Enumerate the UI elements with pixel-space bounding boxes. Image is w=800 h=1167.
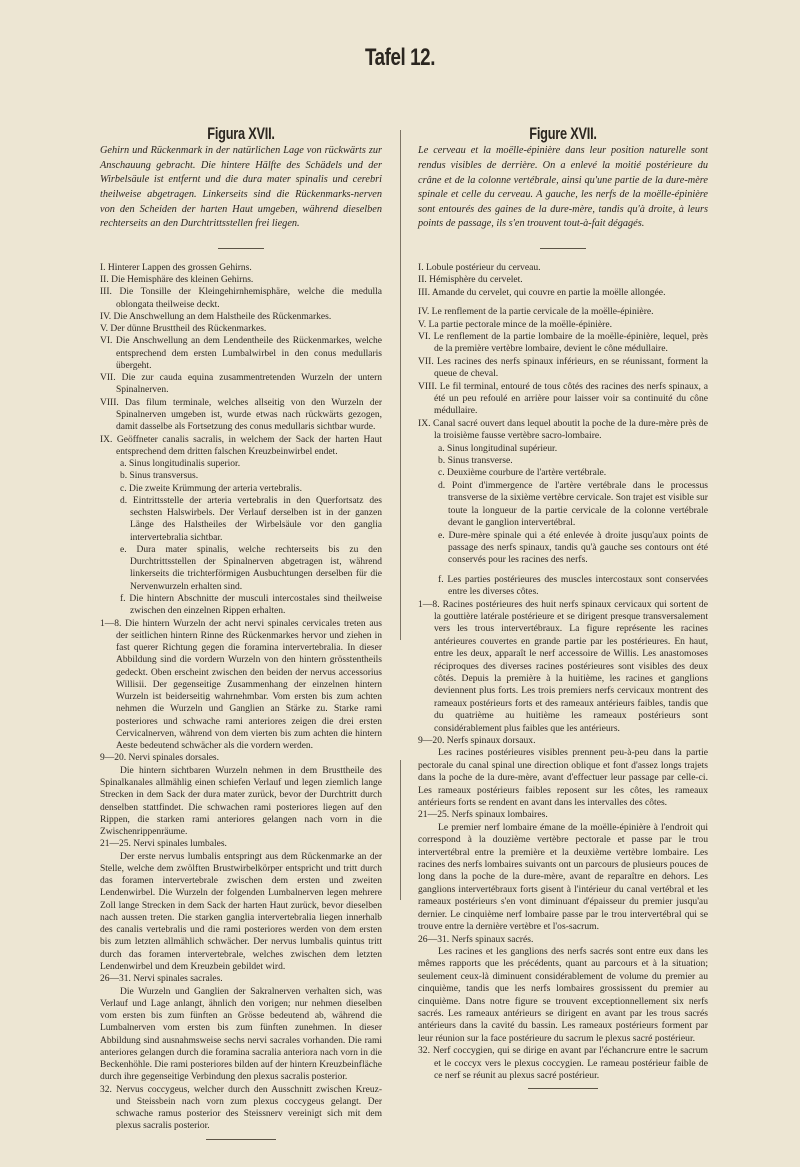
legend-subitem: a. Sinus longitudinal supérieur. — [438, 442, 558, 454]
legend-subitem: c. Deuxième courbure de l'artère vertébrale. — [438, 467, 607, 479]
legend-paragraph: Die Wurzeln und Ganglien der Sakralnerven verhalten sich, was Verlauf und Lage anlangt, ähnlich den vorigen; nur nehmen dieselben vom ersten bis zum fünften an Grösse bedeutend ab, während die Lumbalnerven vom ersten bis zum fünften zunehmen. In dieser Abbildung sind ausnahmsweise sechs nervi sacrales vorhanden. Die rami anteriores gelangen durch die foramina sacralia anteriora nach vorn in die Beckenhöhle. Die rami posteriores bilden auf der hintern Kreuzbeinfläche durch ihre gegenseitige Verbindung den plexus sacralis posterior. — [100, 986, 382, 1083]
german-column — [100, 124, 382, 1140]
legend-item: VI. Die Anschwellung an dem Lendentheile des Rückenmarkes, welche entsprechend dem ersten Lumbalwirbel in den conus medullaris übergeht. — [100, 336, 382, 371]
legend-subitem: d. Eintrittsstelle der arteria vertebralis in den Querfortsatz des sechsten Halswirbels. Der Verlauf derselben ist in der ganzen Länge des Halstheiles der Wirbelsäule vor den ganglia intervertebralia sichtbar. — [120, 495, 382, 543]
german-legend-list — [100, 262, 382, 1133]
legend-subitem: f. Die hintern Abschnitte der musculi intercostales sind theilweise zwischen den einzelnen Rippen erhalten. — [120, 594, 382, 617]
legend-subitem: c. Die zweite Krümmung der arteria vertebralis. — [120, 483, 303, 494]
legend-subitem: e. Dure-mère spinale qui a été enlevée à droite jusqu'aux points de passage des nerfs spinaux, tandis qu'à gauche ses contours ont été conservés pour les racines des nerfs. — [438, 529, 708, 566]
legend-subitem: d. Point d'immergence de l'artère vertébrale dans le processus transverse de la sixième vertèbre cervicale. Son trajet est visible sur toute la longueur de la partie cervicale de la colonne vertébrale devant le ganglion intervertébral. — [438, 479, 708, 529]
french-intro: Le cerveau et la moëlle-épinière dans leur position naturelle sont rendus visibles de derrière. On a enlevé la moitié postérieure du crâne et de la colonne vertébrale, ainsi qu'une partie de la dure-mère spinale et celle du cerveau. A gauche, les nerfs de la moëlle-épinière sont entourés des gaines de la dure-mère, tandis qu'à droite, à leurs points de passage, ils s'en trouvent tout-à-fait dégagés. — [418, 145, 708, 230]
legend-item: IV. Die Anschwellung an dem Halstheile des Rückenmarkes. — [100, 311, 332, 322]
french-end-rule — [528, 1088, 598, 1089]
legend-item: 9—20. Nerfs spinaux dorsaux. — [418, 735, 536, 746]
legend-item: I. Lobule postérieur du cerveau. — [418, 261, 541, 273]
german-intro: Gehirn und Rückenmark in der natürlichen Lage von rückwärts zur Anschauung gebracht. Die hintere Hälfte des Schädels und der Wirbelsäule ist entfernt und die dura mater spinalis und cerebri theilweise abgetragen. Linkerseits sind die Rückenmarks-nerven von den Scheiden der harten Haut umgeben, während dieselben rechterseits an den Durchtrittsstellen frei liegen. — [100, 145, 382, 230]
german-end-rule — [206, 1139, 276, 1140]
legend-item: 1—8. Die hintern Wurzeln der acht nervi spinales cervicales treten aus der seitlichen hintern Rinne des Rückenmarkes hervor und ziehen in fast querer Richtung gegen die foramina intervertebralia. In dieser Abbildung sind die vordern Wurzeln von den hintern grösstentheils gedeckt. Oben erscheint zwischen den beiden der nervus accessorius Willisii. Der gegenseitige Zusammenhang der einzelnen hintern Wurzeln ist beiderseitig wahrnehmbar. Vom ersten bis zum achten nehmen die Wurzeln und Ganglien an Stärke zu. Starke rami posteriores und schwache rami anteriores zeigen die drei ersten Cervicalnerven, während von dem vierten bis zum achten die hintern Aeste bedeutend schwächer als die vordern werden. — [100, 618, 382, 752]
legend-item: 32. Nerf coccygien, qui se dirige en avant par l'échancrure entre le sacrum et le coccyx vers le plexus coccygien. Le rameau postérieur faible de ce nerf se réunit au plexus sacré postérieur. — [418, 1045, 708, 1081]
legend-item: 26—31. Nervi spinales sacrales. — [100, 974, 223, 985]
legend-subitem: f. Les parties postérieures des muscles intercostaux sont conservées entre les diverses côtes. — [438, 573, 708, 598]
legend-subitem: b. Sinus transversus. — [120, 471, 199, 482]
legend-item: 9—20. Nervi spinales dorsales. — [100, 753, 219, 764]
legend-subitem: a. Sinus longitudinalis superior. — [120, 459, 241, 470]
legend-item: V. La partie pectorale mince de la moëlle-épinière. — [418, 318, 613, 330]
legend-paragraph: Les racines et les ganglions des nerfs sacrés sont entre eux dans les mêmes rapports que les précédents, quant au parcours et à la situation; seulement ceux-là diminuent considérablement de volume du premier au cinquième, tandis que les nerfs lombaires grossissent du premier au cinquième. Dans notre figure se trouvent exceptionnellement six nerfs sacrés. Les rameaux antérieurs se dirigent en avant par les trous sacrés antérieurs dans la cavité du bassin. Les rameaux postérieurs forment par leur réunion sur la face postérieure du sacrum le plexus sacré postérieur. — [418, 945, 708, 1044]
legend-subitem: b. Sinus transverse. — [438, 455, 513, 467]
legend-item: VII. Die zur cauda equina zusammentretenden Wurzeln der untern Spinalnerven. — [100, 373, 382, 396]
legend-item: 1—8. Racines postérieures des huit nerfs spinaux cervicaux qui sortent de la gouttière latérale postérieure et se dirigent presque transversalement vers les trous intervertébraux. La figure représente les racines antérieures couvertes en grande partie par les postérieures. En haut, entre les deux, apparaît le nerf accessoire de Willis. Les anastomoses réciproques des diverses racines postérieures sont visibles des deux côtés. Depuis la première à la huitième, les racines et ganglions deviennent plus forts. Les trois premiers nerfs cervicaux montrent des rameaux postérieurs forts et des rameaux antérieurs faibles, tandis que du quatrième au huitième les rameaux postérieurs sont considérablement plus faibles que les antérieurs. — [418, 598, 708, 734]
page-title: Tafel 12. — [364, 44, 436, 71]
legend-item: III. Die Tonsille der Kleingehirnhemisphäre, welche die medulla oblongata theilweise deckt. — [100, 287, 382, 310]
french-intro-rule — [540, 248, 586, 249]
legend-item: V. Der dünne Brusttheil des Rückenmarkes. — [100, 324, 267, 335]
column-divider — [400, 130, 401, 640]
legend-item: IX. Canal sacré ouvert dans lequel aboutit la poche de la dure-mère près de la troisième fausse vertèbre sacro-lombaire. — [418, 417, 708, 442]
legend-item: II. Hémisphère du cervelet. — [418, 274, 523, 286]
legend-item: 32. Nervus coccygeus, welcher durch den Ausschnitt zwischen Kreuz- und Steissbein nach vorn zum plexus coccygeus gelangt. Der schwache ramus posterior des Steissnerv vereinigt sich mit dem plexus sacralis posterior. — [100, 1084, 382, 1132]
legend-item: 21—25. Nervi spinales lumbales. — [100, 839, 227, 850]
legend-paragraph: Le premier nerf lombaire émane de la moëlle-épinière à l'endroit qui correspond à la douzième vertèbre pectorale et passe par le trou intervertébral entre la première et la deuxième vertèbre lombaire. Les racines des nerfs lombaires suivants ont un parcours de plusieurs pouces de long dans la poche de la dure-mère, avant de reparaître en dehors. Les ganglions intervertébraux forts gisent à l'intérieur du canal vertébral et les rameaux postérieurs s'en vont diminuant d'épaisseur du premier jusqu'au dernier. Le cinquième nerf lombaire passe par le trou intervertébral qui se trouve entre la dernière vertèbre et l'os-sacrum. — [418, 821, 708, 933]
french-figure-heading: Figure XVII. — [529, 124, 597, 143]
legend-subitem: e. Dura mater spinalis, welche rechterseits bis zu den Durchtrittsstellen der Spinalnerven abgetragen ist, während linkerseits die trichterförmigen Ausbuchtungen derselben für die Nervenwurzeln erhalten sind. — [120, 544, 382, 592]
legend-item: VIII. Le fil terminal, entouré de tous côtés des racines des nerfs spinaux, a été un peu refoulé en arrière pour laisser voir sa continuité du cône médullaire. — [418, 380, 708, 417]
legend-item: IV. Le renflement de la partie cervicale de la moëlle-épinière. — [418, 306, 654, 318]
legend-item: III. Amande du cervelet, qui couvre en partie la moëlle allongée. — [418, 286, 666, 298]
legend-item: 26—31. Nerfs spinaux sacrés. — [418, 933, 534, 945]
legend-item: IX. Geöffneter canalis sacralis, in welchem der Sack der harten Haut entsprechend dem dritten falschen Kreuzbeinwirbel endet. — [100, 434, 382, 457]
legend-item: II. Die Hemisphäre des kleinen Gehirns. — [100, 275, 254, 286]
legend-paragraph: Der erste nervus lumbalis entspringt aus dem Rückenmarke an der Stelle, welche dem zwölften Brustwirbelkörper entspricht und tritt durch das foramen intervertebrale zwischen dem ersten und zweiten Lendenwirbel. Die Wurzeln der folgenden Lumbalnerven legen mehrere Zoll lange Strecken in dem Sack der harten Haut zurück, bevor dieselben nach aussen treten. Die starken ganglia intervertebralia liegen innerhalb des canalis vertebralis und die rami posteriores werden von dem ersten bis zum letzten allmählich schwächer. Der nervus lumbalis quintus tritt durch das foramen intervertebrale, welches zwischen dem letzten Lendenwirbel und dem Kreuzbein gebildet wird. — [100, 851, 382, 972]
german-figure-heading: Figura XVII. — [207, 124, 275, 143]
legend-item: VIII. Das filum terminale, welches allseitig von den Wurzeln der Spinalnerven umgeben ist, wurde etwas nach rückwärts gezogen, damit dasselbe als Fortsetzung des conus medullaris sichtbar wurde. — [100, 397, 382, 433]
legend-item: VII. Les racines des nerfs spinaux inférieurs, en se réunissant, forment la queue de cheval. — [418, 355, 708, 380]
legend-item: I. Hinterer Lappen des grossen Gehirns. — [100, 262, 252, 273]
legend-paragraph: Die hintern sichtbaren Wurzeln nehmen in dem Brusttheile des Spinalkanales allmählig einen schiefen Verlauf und legen ziemlich lange Strecken in dem Sack der dura mater zurück, bevor der Durchtritt durch denselben stattfindet. Die schwachen rami posteriores liegen auf den Rippen, die starken rami anteriores gelangen nach vorn in die Zwischenrippenräume. — [100, 765, 382, 838]
french-legend-list — [418, 262, 708, 1082]
legend-paragraph: Les racines postérieures visibles prennent peu-à-peu dans la partie pectorale du canal spinal une direction oblique et font d'assez longs trajets dans la poche de la dure-mère, avant d'effectuer leur passage par celle-ci. Les rameaux postérieurs faibles reposent sur les côtes, les rameaux antérieurs forts se rendent en avant dans les intervalles des côtes. — [418, 747, 708, 809]
german-intro-rule — [218, 248, 264, 249]
legend-item: VI. Le renflement de la partie lombaire de la moëlle-épinière, lequel, près de la première vertèbre lombaire, devient le cône médullaire. — [418, 331, 708, 355]
french-column — [418, 124, 708, 1089]
legend-item: 21—25. Nerfs spinaux lombaires. — [418, 809, 548, 821]
column-divider-lower — [400, 760, 401, 900]
